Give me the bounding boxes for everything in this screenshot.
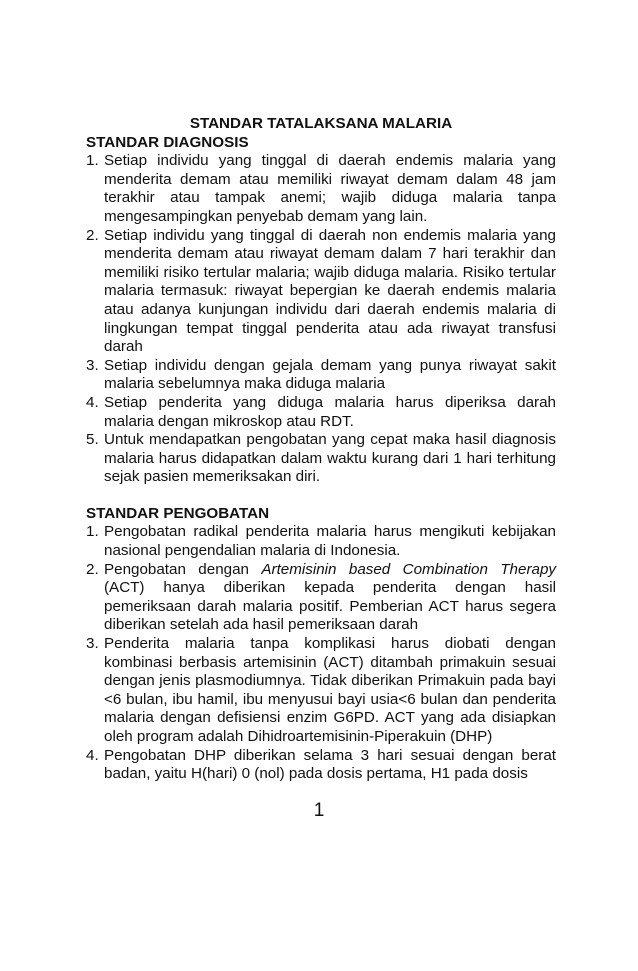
item-number: 2. [86, 226, 99, 244]
item-number: 4. [86, 746, 99, 764]
item-number: 3. [86, 635, 99, 653]
list-item [86, 747, 556, 784]
list-item [86, 561, 556, 635]
list-item [86, 227, 556, 357]
item-number: 4. [86, 393, 99, 411]
section-heading-diagnosis: STANDAR DIAGNOSIS [86, 133, 249, 151]
item-number: 1. [86, 523, 99, 541]
list-item [86, 431, 556, 487]
item-text: Setiap penderita yang diduga malaria harus diperiksa darah malaria dengan mikroskop atau RDT. [104, 393, 556, 430]
list-item [86, 152, 556, 226]
list-item [86, 523, 556, 560]
item-number: 3. [86, 356, 99, 374]
list-item [86, 394, 556, 431]
list-item [86, 357, 556, 394]
document-page [86, 115, 556, 784]
item-text: Untuk mendapatkan pengobatan yang cepat maka hasil diagnosis malaria harus didapatkan dalam waktu kurang dari 1 hari terhitung sejak pasien memeriksakan diri. [104, 431, 556, 486]
list-item [86, 635, 556, 747]
item-text: Pengobatan DHP diberikan selama 3 hari sesuai dengan berat badan, yaitu H(hari) 0 (nol) pada dosis pertama, H1 pada dosis [104, 746, 556, 783]
item-number: 1. [86, 152, 99, 170]
item-text-start: Pengobatan dengan [104, 560, 262, 578]
page-number: 1 [313, 800, 325, 821]
item-number: 5. [86, 431, 99, 449]
item-number: 2. [86, 560, 99, 578]
document-title: STANDAR TATALAKSANA MALARIA [189, 115, 453, 132]
item-text: Setiap individu dengan gejala demam yang punya riwayat sakit malaria sebelumnya maka diduga malaria [104, 356, 556, 393]
treatment-list [86, 523, 556, 783]
item-text-end: (ACT) hanya diberikan kepada penderita dengan hasil pemeriksaan darah malaria positif. Pemberian ACT harus segera diberikan setelah ada hasil pemeriksaan darah [104, 579, 556, 634]
item-text: Penderita malaria tanpa komplikasi harus diobati dengan kombinasi berbasis artemisinin (ACT) ditambah primakuin sesuai dengan jenis plasmodiumnya. Tidak diberikan Primakuin pada bayi <6 bulan, ibu hamil, ibu menyusui bayi usia<6 bulan dan penderita malaria dengan defisiensi enzim G6PD. ACT yang ada disiapkan oleh program adalah Dihidroartemisinin-Piperakuin (DHP) [104, 635, 556, 745]
item-text: Setiap individu yang tinggal di daerah endemis malaria yang menderita demam atau memiliki riwayat demam dalam 48 jam terakhir atau tampak anemi; wajib diduga malaria tanpa mengesampingkan penyebab demam yang lain. [104, 152, 556, 225]
item-text: Pengobatan radikal penderita malaria harus mengikuti kebijakan nasional pengendalian malaria di Indonesia. [104, 523, 556, 560]
item-text: Setiap individu yang tinggal di daerah non endemis malaria yang menderita demam atau riwayat demam dalam 7 hari terakhir dan memiliki risiko tertular malaria; wajib diduga malaria. Risiko tertular malaria termasuk: riwayat bepergian ke daerah endemis malaria atau adanya kunjungan individu dari daerah endemis malaria di lingkungan tempat tinggal penderita atau ada riwayat transfusi darah [104, 226, 556, 356]
italic-term: Artemisinin based Combination Therapy [261, 560, 556, 578]
section-spacer [86, 487, 556, 505]
section-heading-treatment: STANDAR PENGOBATAN [86, 504, 270, 522]
diagnosis-list [86, 152, 556, 487]
